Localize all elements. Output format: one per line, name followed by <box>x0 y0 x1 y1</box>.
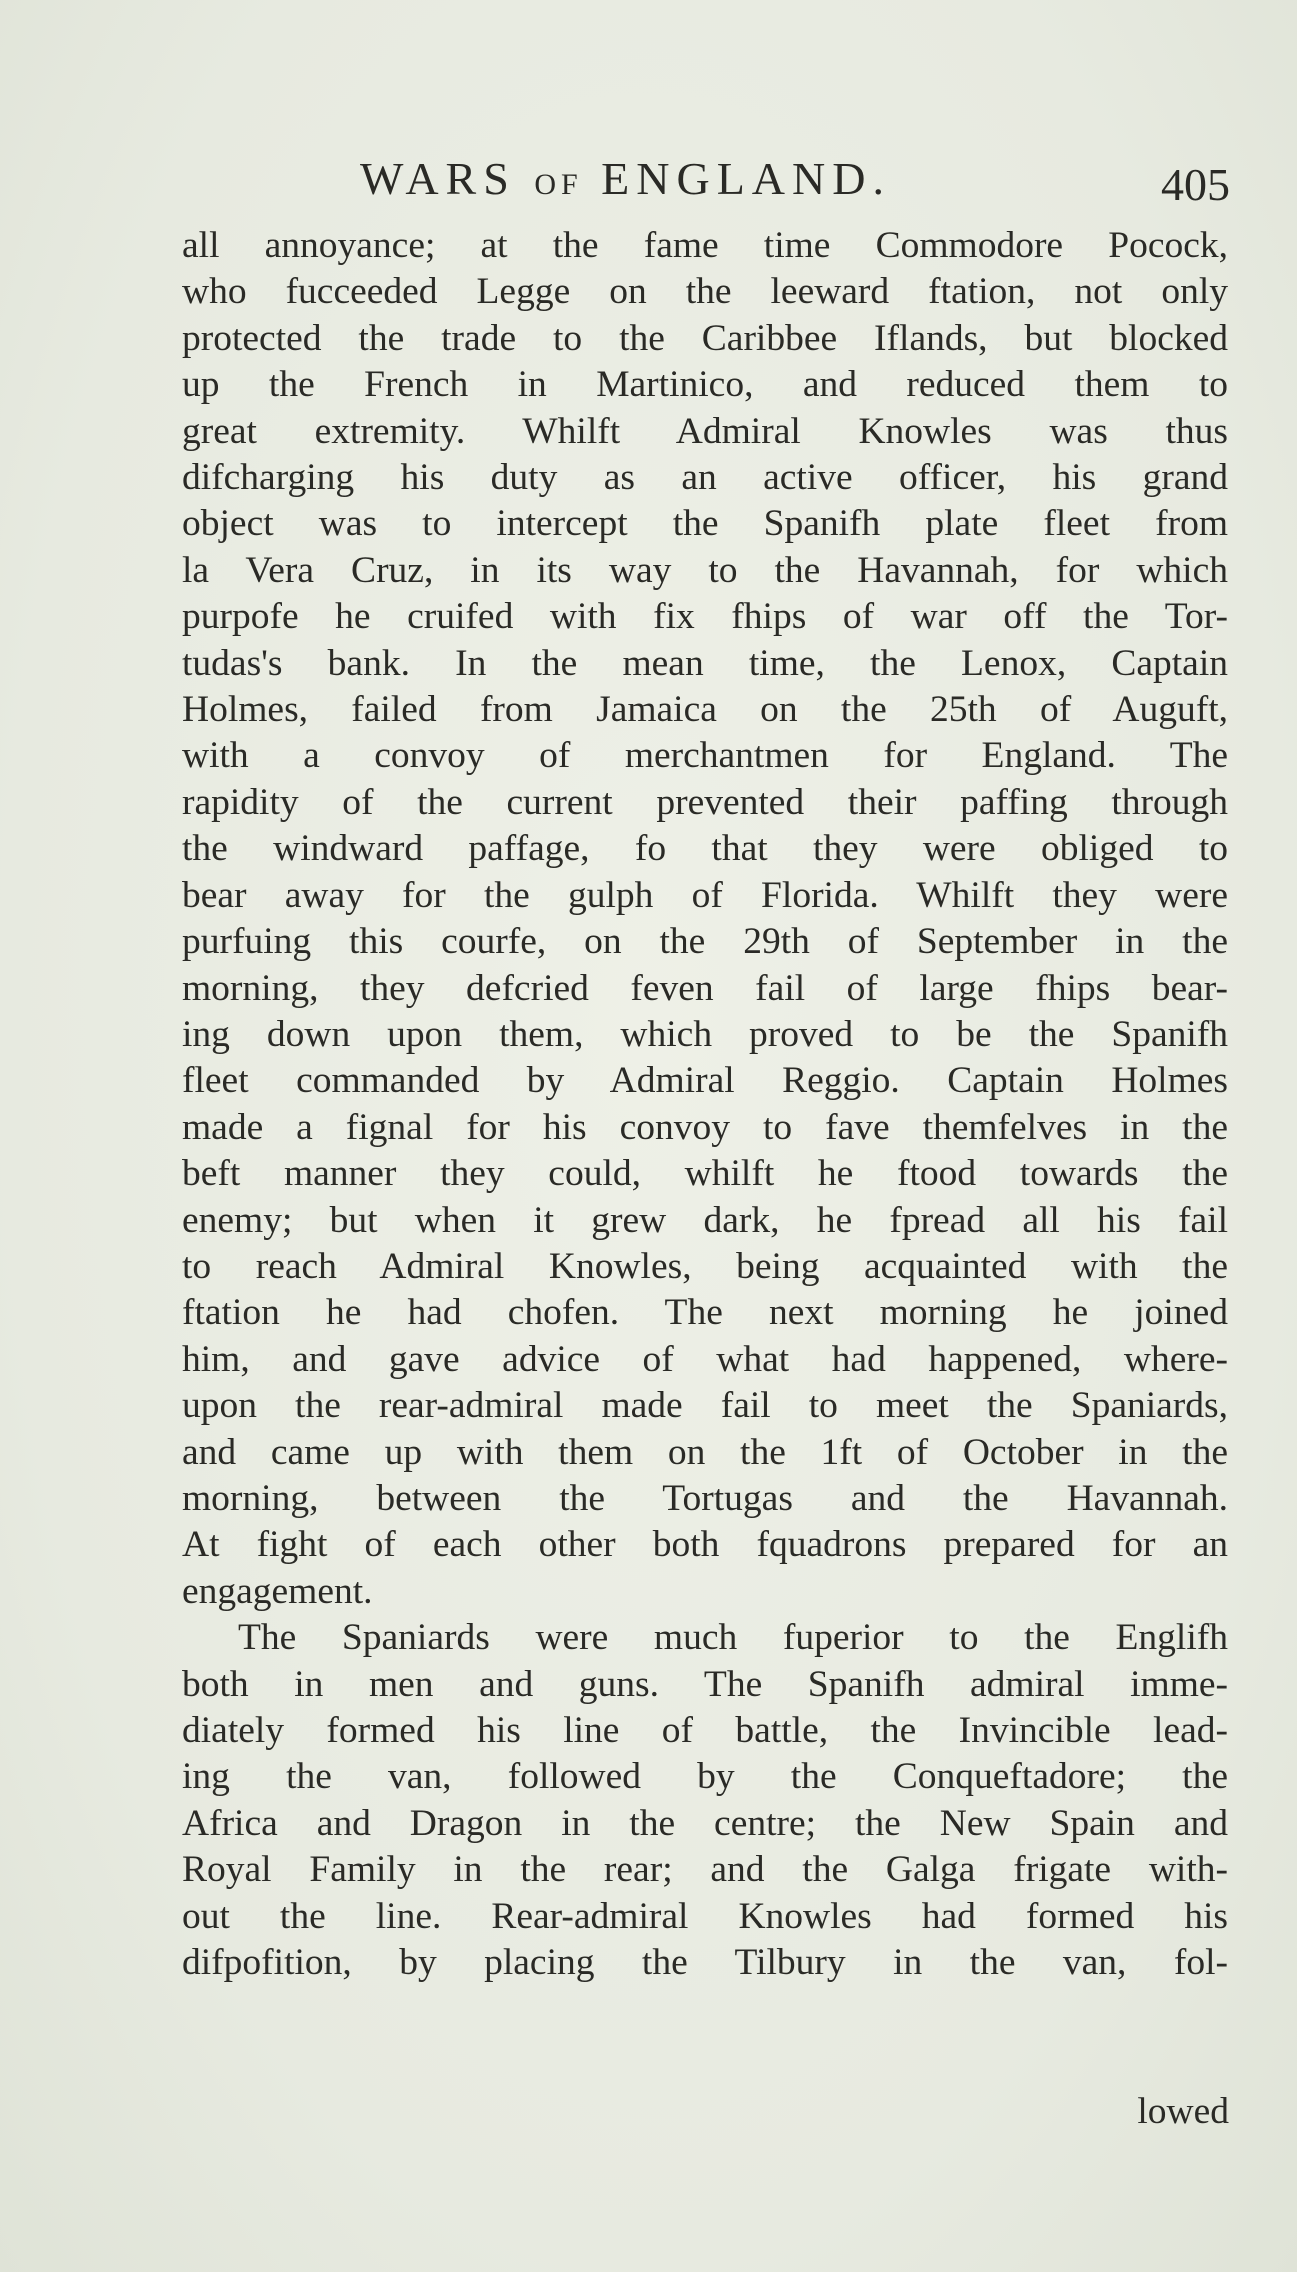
text-line: la Vera Cruz, in its way to the Havannah, for which <box>182 549 1228 591</box>
running-title-england: ENGLAND. <box>601 153 891 204</box>
text-line: At fight of each other both fquadrons prepared for an <box>182 1524 1228 1566</box>
paragraph-start-line: The Spaniards were much fuperior to the Englifh <box>238 1617 1228 1659</box>
text-line: morning, they defcried feven fail of large fhips bear- <box>182 967 1228 1009</box>
text-line: bear away for the gulph of Florida. Whilft they were <box>182 874 1228 916</box>
text-line: object was to intercept the Spanifh plate fleet from <box>182 503 1228 545</box>
running-head <box>180 152 1230 212</box>
text-line: Royal Family in the rear; and the Galga frigate with- <box>182 1849 1228 1891</box>
text-line: and came up with them on the 1ft of October in the <box>182 1431 1228 1473</box>
text-line: purfuing this courfe, on the 29th of September in the <box>182 921 1228 963</box>
text-line: purpofe he cruifed with fix fhips of war off the Tor- <box>182 596 1228 638</box>
text-line: ftation he had chofen. The next morning he joined <box>182 1292 1228 1334</box>
text-line: tudas's bank. In the mean time, the Lenox, Captain <box>182 642 1228 684</box>
text-line: great extremity. Whilft Admiral Knowles was thus <box>182 410 1228 452</box>
text-line: with a convoy of merchantmen for England. The <box>182 735 1228 777</box>
text-line: ing down upon them, which proved to be the Spanifh <box>182 1013 1228 1055</box>
text-line: all annoyance; at the fame time Commodore Pocock, <box>182 225 1228 266</box>
text-line: out the line. Rear-admiral Knowles had formed his <box>182 1895 1228 1937</box>
running-title-of: OF <box>534 168 583 201</box>
text-line: fleet commanded by Admiral Reggio. Captain Holmes <box>182 1060 1228 1102</box>
text-line: the windward paffage, fo that they were obliged to <box>182 828 1228 870</box>
paragraph-end-line: engagement. <box>182 1570 373 1612</box>
text-line: Holmes, failed from Jamaica on the 25th of Auguft, <box>182 689 1228 731</box>
text-line: who fucceeded Legge on the leeward ftation, not only <box>182 271 1228 313</box>
text-line: difcharging his duty as an active officer, his grand <box>182 457 1228 499</box>
text-line: him, and gave advice of what had happened, where- <box>182 1338 1228 1380</box>
text-line: made a fignal for his convoy to fave themfelves in the <box>182 1106 1228 1148</box>
text-line: morning, between the Tortugas and the Havannah. <box>182 1477 1228 1519</box>
catchword: lowed <box>1137 2091 1229 2132</box>
page-number: 405 <box>1161 159 1230 210</box>
text-line: both in men and guns. The Spanifh admiral imme- <box>182 1663 1228 1705</box>
text-line: ing the van, followed by the Conqueftadore; the <box>182 1756 1228 1798</box>
text-line: to reach Admiral Knowles, being acquainted with the <box>182 1245 1228 1287</box>
text-line: beft manner they could, whilft he ftood towards the <box>182 1153 1228 1195</box>
running-title <box>360 152 891 205</box>
text-line: diately formed his line of battle, the Invincible lead- <box>182 1710 1228 1751</box>
text-line: difpofition, by placing the Tilbury in the van, fol- <box>182 1942 1228 1984</box>
text-line: up the French in Martinico, and reduced them to <box>182 364 1228 406</box>
text-line: enemy; but when it grew dark, he fpread all his fail <box>182 1199 1228 1241</box>
text-line: protected the trade to the Caribbee Iflands, but blocked <box>182 317 1228 359</box>
text-line: upon the rear-admiral made fail to meet the Spaniards, <box>182 1385 1228 1427</box>
text-line: Africa and Dragon in the centre; the New Spain and <box>182 1802 1228 1844</box>
running-title-wars: WARS <box>360 153 516 204</box>
text-line: rapidity of the current prevented their paffing through <box>182 781 1228 823</box>
body-text <box>182 223 1228 1986</box>
